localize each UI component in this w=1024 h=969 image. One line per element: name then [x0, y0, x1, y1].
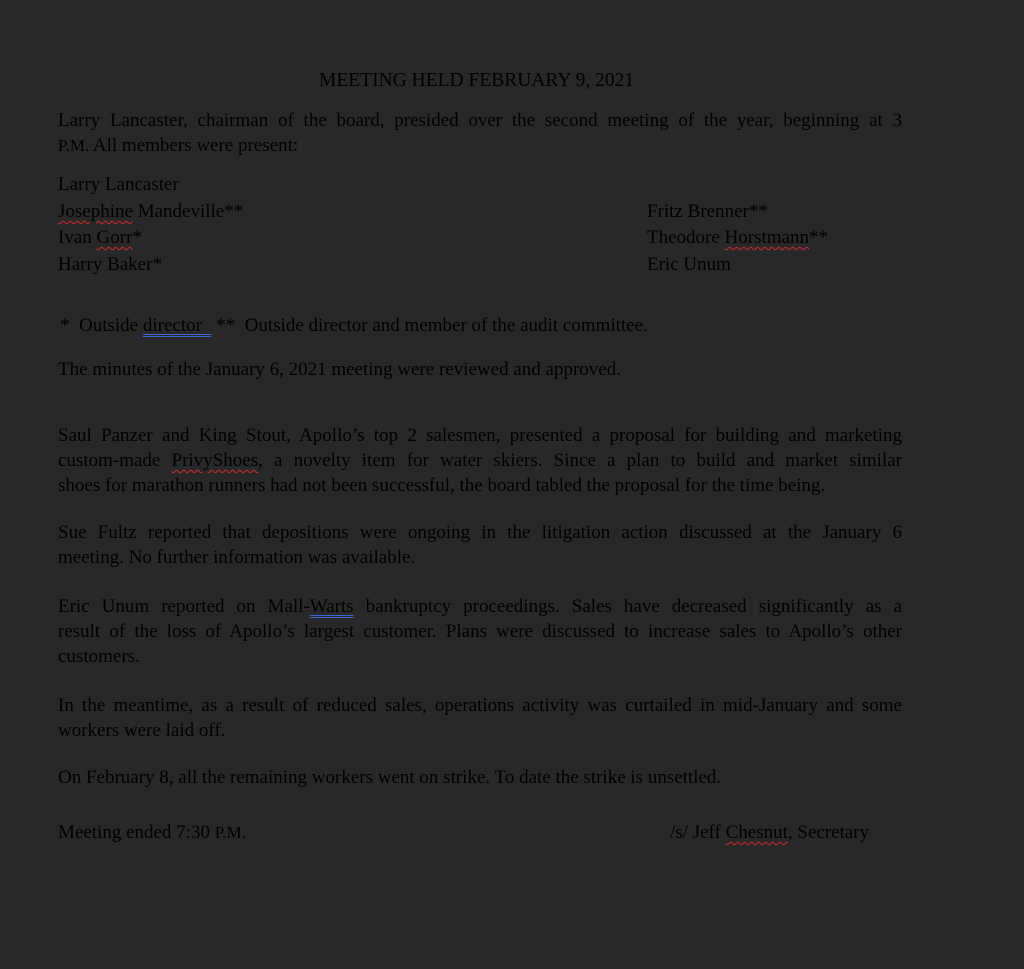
member-josephine-mandeville: Josephine Mandeville**: [58, 201, 244, 222]
bankruptcy-line-3: customers.: [58, 646, 140, 667]
footnote-legend: * Outside director ** Outside director and member of the audit committee.: [60, 315, 648, 336]
operations-line-1: In the meantime, as a result of reduced sales, operations activity was curtailed in mid-January and some: [58, 695, 902, 716]
intro-line-2: [58, 133, 902, 158]
litigation-line-2: meeting. No further information was available.: [58, 547, 416, 568]
bankruptcy-paragraph: [58, 594, 902, 669]
intro-rest: All members were present:: [92, 135, 299, 156]
member-eric-unum: Eric Unum: [647, 254, 731, 275]
member-harry-baker: Harry Baker*: [58, 254, 162, 275]
minutes-approval-line: The minutes of the January 6, 2021 meeting were reviewed and approved.: [58, 359, 621, 380]
signature-line: /s/ Jeff Chesnut, Secretary: [670, 822, 870, 843]
warts-word: Warts: [309, 596, 354, 617]
proposal-paragraph: [58, 423, 902, 498]
signature-name: Chesnut: [725, 822, 788, 843]
litigation-paragraph: [58, 520, 902, 570]
litigation-line-1: Sue Fultz reported that depositions were ongoing in the litigation action discussed at the January 6: [58, 522, 902, 543]
footnote-underlined-word: director: [142, 315, 202, 336]
intro-time: P.M.: [58, 136, 90, 155]
bankruptcy-line-2: result of the loss of Apollo’s largest customer. Plans were discussed to increase sales to Apollo’s other: [58, 621, 902, 642]
proposal-line-1: Saul Panzer and King Stout, Apollo’s top 2 salesmen, presented a proposal for building and marketing: [58, 425, 902, 446]
intro-paragraph: [58, 108, 902, 158]
operations-line-2: workers were laid off.: [58, 720, 226, 741]
member-fritz-brenner: Fritz Brenner**: [647, 201, 768, 222]
strike-line: On February 8, all the remaining workers went on strike. To date the strike is unsettled.: [58, 767, 722, 788]
proposal-line-2: custom-made PrivyShoes, a novelty item for water skiers. Since a plan to build and market similar: [58, 450, 903, 471]
meeting-ended-line: Meeting ended 7:30 P.M.: [58, 822, 246, 843]
member-ivan-gorr: Ivan Gorr*: [58, 227, 142, 248]
operations-paragraph: [58, 693, 902, 743]
privyshoes-word: PrivyShoes: [171, 450, 259, 471]
member-theodore-horstmann: Theodore Horstmann**: [647, 227, 828, 248]
member-larry-lancaster: Larry Lancaster: [58, 174, 179, 195]
intro-line-1: Larry Lancaster, chairman of the board, presided over the second meeting of the year, beginning at 3: [58, 110, 902, 131]
bankruptcy-line-1: Eric Unum reported on Mall-Warts bankruptcy proceedings. Sales have decreased significantly as a: [58, 596, 903, 617]
page-title: MEETING HELD FEBRUARY 9, 2021: [319, 70, 635, 91]
proposal-line-3: shoes for marathon runners had not been successful, the board tabled the proposal for the time being.: [58, 475, 826, 496]
